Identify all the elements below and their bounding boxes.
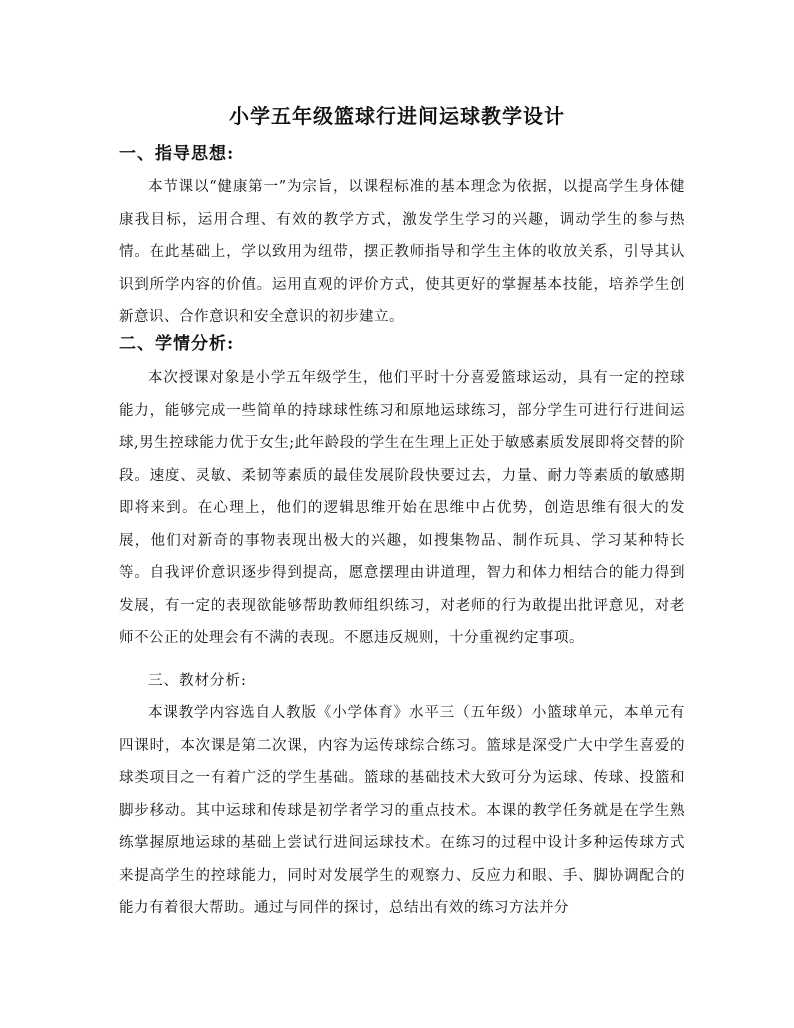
section-paragraph-student-analysis: 本次授课对象是小学五年级学生，他们平时十分喜爱篮球运动，具有一定的控球能力，能够完成一些简单的持球球性练习和原地运球练习，部分学生可进行行进间运球,男生控球能力优于女生;此年龄段的学生在生理上正处于敏感素质发展即将交替的阶段。速度、灵敏、柔韧等素质的最佳发展阶段快要过去，力量、耐力等素质的敏感期即将来到。在心理上，他们的逻辑思维开始在思维中占优势，创造思维有很大的发展，他们对新奇的事物表现出极大的兴趣，如搜集物品、制作玩具、学习某种特长等。自我评价意识逐步得到提高，愿意摆理由讲道理，智力和体力相结合的能力得到发展，有一定的表现欲能够帮助教师组织练习，对老师的行为敢提出批评意见，对老师不公正的处理会有不满的表现。不愿违反规则，十分重视约定事项。	[119, 370, 685, 646]
section-heading-student-analysis: 二、学情分析:	[119, 334, 235, 354]
section-paragraph-guiding-ideology: 本节课以“健康第一”为宗旨，以课程标准的基本理念为依据，以提高学生身体健康我目标，运用合理、有效的教学方式，激发学生学习的兴趣，调动学生的参与热情。在此基础上，学以致用为纽带，摆正教师指导和学生主体的收放关系，引导其认识到所学内容的价值。运用直观的评价方式，使其更好的掌握基本技能，培养学生创新意识、合作意识和安全意识的初步建立。	[119, 179, 685, 325]
document-title: 小学五年级篮球行进间运球教学设计	[229, 104, 565, 128]
section-heading-material-analysis: 三、教材分析:	[148, 673, 247, 689]
section-paragraph-material-analysis: 本课教学内容选自人教版《小学体育》水平三（五年级）小篮球单元，本单元有四课时，本次课是第二次课，内容为运传球综合练习。篮球是深受广大中学生喜爱的球类项目之一有着广泛的学生基础。篮球的基础技术大致可分为运球、传球、投篮和脚步移动。其中运球和传球是初学者学习的重点技术。本课的教学任务就是在学生熟练掌握原地运球的基础上尝试行进间运球技术。在练习的过程中设计多种运传球方式来提高学生的控球能力，同时对发展学生的观察力、反应力和眼、手、脚协调配合的能力有着很大帮助。通过与同伴的探讨，总结出有效的练习方法并分	[119, 705, 685, 916]
section-heading-guiding-ideology: 一、指导思想:	[119, 144, 235, 164]
